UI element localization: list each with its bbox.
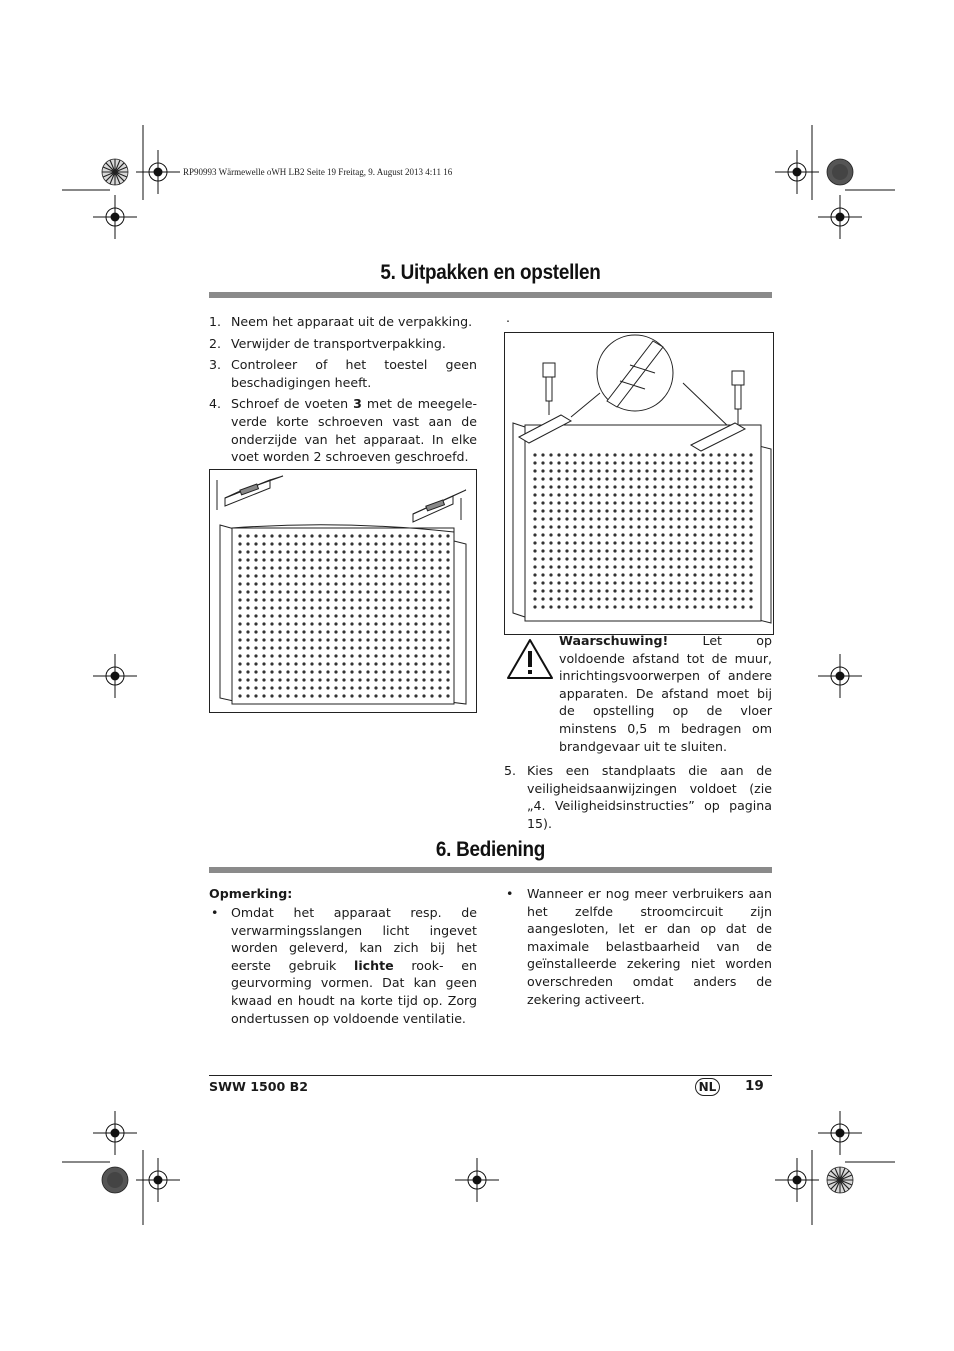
note-bullet-1 — [209, 904, 477, 1027]
list-item: 2. Verwijder de transportverpakking. — [209, 335, 446, 351]
step-5 — [504, 762, 772, 832]
list-item: 4. Schroef de voeten 3 met de meegele-verde korte schroeven vast aan de onderzijde van het apparaat. In elke voet worden 2 schroeven geschroefd. — [209, 396, 477, 465]
print-job-header: RP90993 Wärmewelle oWH LB2 Seite 19 Freitag, 9. August 2013 4:11 16 — [183, 167, 453, 177]
warning-text: Waarschuwing! Let op voldoende afstand tot de muur, inrichtingsvoorwerpen of andere apparaten. De afstand moet bij de opstelling op de vloer minstens 0,5 m bedragen om brandgevaar uit te sluiten. — [559, 633, 772, 754]
star-target-icon — [102, 159, 128, 185]
list-item: 5. Kies een standplaats die aan de veiligheidsaanwijzingen voldoet (zie „4. Veiligheidsinstructies” op pagina 15). — [504, 763, 772, 831]
warning-triangle-icon — [504, 636, 556, 684]
registration-cross-icon — [818, 195, 862, 239]
foot-left-icon — [217, 476, 283, 510]
unpacking-steps — [209, 313, 477, 466]
list-item: • Omdat het apparaat resp. de verwarmingsslangen licht ingevet worden geleverd, kan zich bij het eerste gebruik lichte rook- en geurvorming vormen. Dat kan geen kwaad en houdt na korte tijd op. Zorg ondertussen op voldoende ventilatie. — [211, 905, 477, 1026]
registration-cross-icon — [455, 1158, 499, 1202]
section-rule — [209, 867, 772, 873]
registration-cross-icon — [93, 654, 137, 698]
color-target-icon — [102, 1167, 128, 1193]
color-target-icon — [827, 159, 853, 185]
note-heading: Opmerking: — [209, 886, 293, 901]
registration-cross-icon — [93, 1111, 137, 1155]
note-bullet-2 — [504, 885, 772, 1008]
footer-rule — [209, 1075, 772, 1076]
page-number: 19 — [745, 1078, 764, 1094]
language-badge: NL — [695, 1078, 720, 1096]
list-item: 3. Controleer of het toestel geen beschadigingen heeft. — [209, 357, 477, 390]
heater-mounting-illustration — [505, 333, 773, 634]
heater-feet-figure — [209, 469, 477, 713]
stray-dot: . — [506, 310, 511, 325]
foot-right-icon — [413, 490, 466, 522]
section-5-title: 5. Uitpakken en opstellen — [380, 261, 601, 284]
star-target-icon — [827, 1167, 853, 1193]
section-6-title: 6. Bediening — [435, 838, 546, 861]
registration-cross-icon — [93, 195, 137, 239]
registration-cross-icon — [818, 654, 862, 698]
section-rule — [209, 292, 772, 298]
registration-cross-icon — [818, 1111, 862, 1155]
heater-illustration — [210, 470, 476, 712]
feet-mounting-figure — [504, 332, 774, 635]
list-item: 1. Neem het apparaat uit de verpakking. — [209, 314, 473, 329]
list-item: • Wanneer er nog meer verbruikers aan het zelfde stroomcircuit zijn aangesloten, let er dan op dat de maximale belastbaarheid van de geïnstalleerde zekering niet worden overschreden omdat anders de zekering activeert. — [506, 886, 772, 1007]
model-number: SWW 1500 B2 — [209, 1079, 309, 1094]
